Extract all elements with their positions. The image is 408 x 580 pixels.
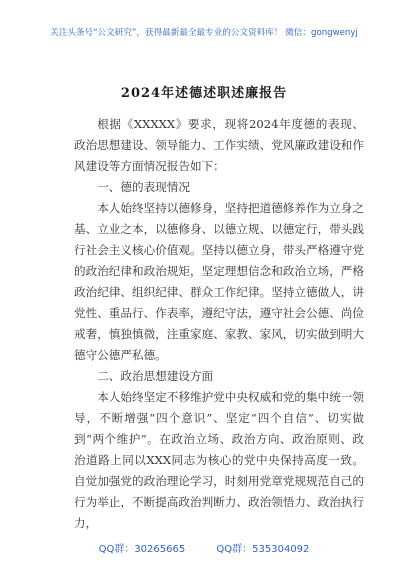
header-banner: 关注头条号“公文研究”，获得最新最全最专业的公文资料库！ 微信：gongwenyj bbox=[50, 28, 358, 38]
section1-heading: 一、德的表现情况 bbox=[97, 180, 190, 194]
section2-paragraph: 本人始终坚定不移维护党中央权威和党的集中统一领导，不断增强“四个意识”、坚定“四个自信”、切实做到“两个维护”。在政治立场、政治方向、政治原则、政治道路上同以XXX同志为核心的党中央保持高度一致。自觉加强党的政治理论学习，时刻用党章党规规范自己的行为举止，不断提高政治判断力、政治领悟力、政治执行力， bbox=[74, 390, 364, 530]
document-title: 2024年述德述职述廉报告 bbox=[120, 86, 288, 101]
section2-heading: 二、政治思想建设方面 bbox=[97, 369, 214, 383]
footer-qq-group-1: QQ群：30265665 bbox=[98, 544, 186, 555]
document-body bbox=[74, 114, 364, 534]
footer-contacts bbox=[0, 540, 408, 555]
section1-paragraph: 本人始终坚持以德修身，坚持把道德修养作为立身之基、立业之本，以德修身、以德立规、以德定行，带头践行社会主义核心价值观。坚持以德立身，带头严格遵守党的政治纪律和政治规矩，坚定理想信念和政治立场，严格政治纪律、组织纪律、群众工作纪律。坚持立德做人，讲党性、重品行、作表率，遵纪守法，遵守社会公德、尚俭戒奢，慎独慎微，注重家庭、家教、家风，切实做到明大德守公德严私德。 bbox=[74, 201, 364, 362]
intro-paragraph: 根据《XXXXX》要求，现将2024年度德的表现、政治思想建设、领导能力、工作实绩、党风廉政建设和作风建设等方面情况报告如下： bbox=[74, 117, 364, 173]
footer-qq-group-2: QQ群：535304092 bbox=[216, 544, 310, 555]
